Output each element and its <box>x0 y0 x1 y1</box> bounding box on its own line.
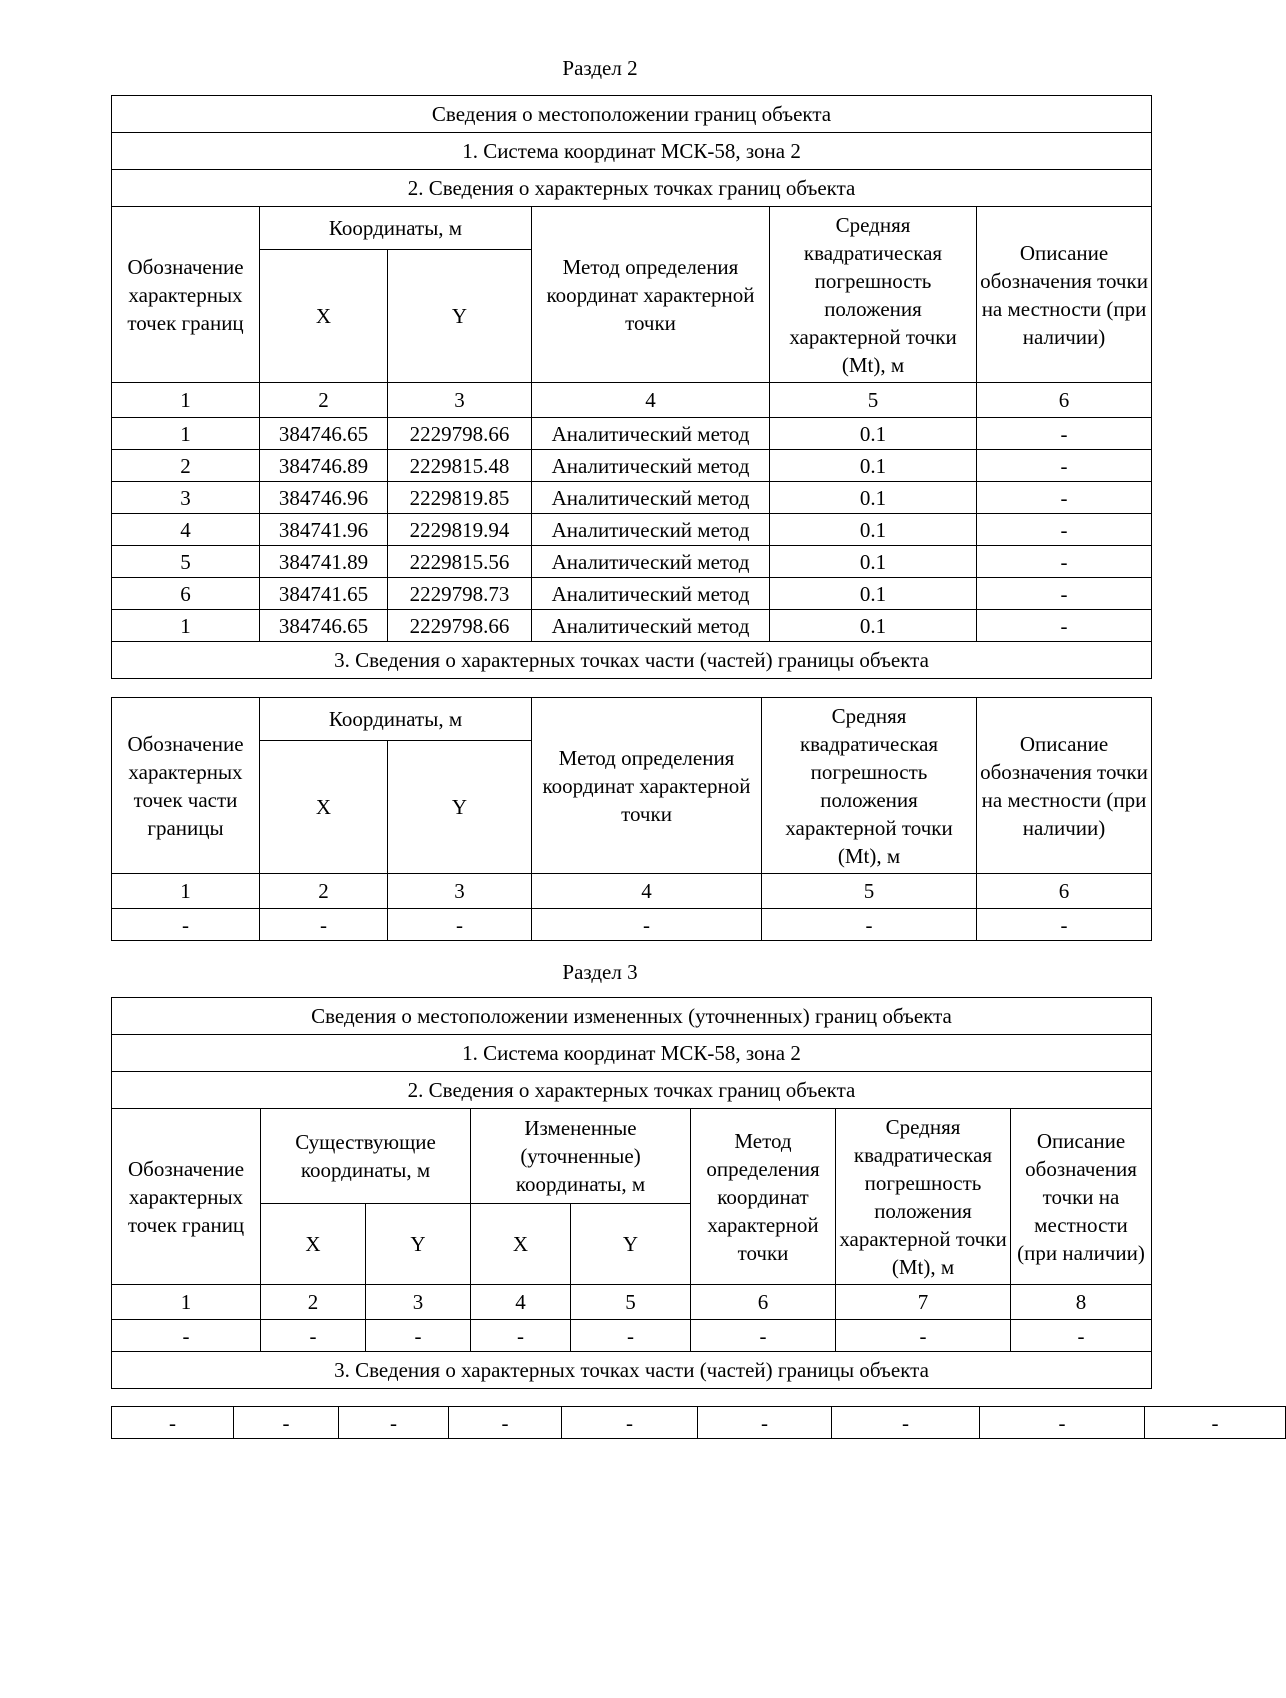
col-number: 3 <box>388 383 532 418</box>
point-number: 2 <box>112 450 260 482</box>
table-row <box>112 418 1152 450</box>
s3-col-header-existing: Существующие координаты, м <box>261 1109 471 1204</box>
x-coordinate: 384746.96 <box>260 482 388 514</box>
method: Аналитический метод <box>532 482 770 514</box>
col-number: 6 <box>977 874 1152 909</box>
s3-column-numbers-row <box>112 1285 1152 1320</box>
table-row <box>112 546 1152 578</box>
method: Аналитический метод <box>532 450 770 482</box>
col-number: 4 <box>471 1285 571 1320</box>
description: - <box>977 578 1152 610</box>
error-value: 0.1 <box>770 450 977 482</box>
part-column-numbers-row <box>112 874 1152 909</box>
description: - <box>977 418 1152 450</box>
method: Аналитический метод <box>532 514 770 546</box>
method: Аналитический метод <box>532 546 770 578</box>
part-col-header-y: Y <box>388 741 532 874</box>
col-number: 4 <box>532 874 762 909</box>
col-number: 8 <box>1011 1285 1152 1320</box>
s3-cell: - <box>112 1320 261 1352</box>
s3-cell: - <box>261 1320 366 1352</box>
s3-col-header-changed: Измененные (уточненные) координаты, м <box>471 1109 691 1204</box>
section-3-table <box>111 997 1152 1389</box>
section-2-table <box>111 95 1152 679</box>
table-row <box>112 610 1152 642</box>
x-coordinate: 384741.96 <box>260 514 388 546</box>
part-cell: - <box>388 909 532 941</box>
col-number: 5 <box>770 383 977 418</box>
s3-part-cell: - <box>339 1407 449 1439</box>
s3-cell: - <box>366 1320 471 1352</box>
s3-col-header-x2: X <box>471 1204 571 1285</box>
col-header-error: Средняя квадратическая погрешность положения характерной точки (Mt), м <box>770 207 977 383</box>
error-value: 0.1 <box>770 514 977 546</box>
part-cell: - <box>762 909 977 941</box>
x-coordinate: 384746.65 <box>260 610 388 642</box>
col-header-coords: Координаты, м <box>260 207 532 250</box>
section-3-parts-heading: 3. Сведения о характерных точках части (частей) границы объекта <box>112 1352 1152 1389</box>
s3-part-cell: - <box>112 1407 234 1439</box>
section-2-parts-table <box>111 697 1152 941</box>
col-number: 5 <box>762 874 977 909</box>
part-col-header-x: X <box>260 741 388 874</box>
s3-col-header-error: Средняя квадратическая погрешность положения характерной точки (Mt), м <box>836 1109 1011 1285</box>
error-value: 0.1 <box>770 578 977 610</box>
col-number: 7 <box>836 1285 1011 1320</box>
y-coordinate: 2229815.56 <box>388 546 532 578</box>
point-number: 1 <box>112 418 260 450</box>
s3-col-header-x1: X <box>261 1204 366 1285</box>
col-number: 1 <box>112 383 260 418</box>
s3-col-header-method: Метод определения координат характерной точки <box>691 1109 836 1285</box>
col-number: 2 <box>260 383 388 418</box>
section-3-coordinate-system: 1. Система координат МСК-58, зона 2 <box>112 1035 1152 1072</box>
section-3-parts-table <box>111 1406 1286 1439</box>
table-row <box>112 1320 1152 1352</box>
part-col-header-error: Средняя квадратическая погрешность положения характерной точки (Mt), м <box>762 698 977 874</box>
table-row <box>112 514 1152 546</box>
point-number: 6 <box>112 578 260 610</box>
col-number: 2 <box>260 874 388 909</box>
table-row <box>112 482 1152 514</box>
part-col-header-description: Описание обозначения точки на местности (при наличии) <box>977 698 1152 874</box>
part-cell: - <box>112 909 260 941</box>
error-value: 0.1 <box>770 610 977 642</box>
col-header-x: X <box>260 250 388 383</box>
part-cell: - <box>977 909 1152 941</box>
description: - <box>977 450 1152 482</box>
section-2-coordinate-system: 1. Система координат МСК-58, зона 2 <box>112 133 1152 170</box>
col-number: 1 <box>112 1285 261 1320</box>
s3-part-cell: - <box>832 1407 980 1439</box>
section-3-title: Раздел 3 <box>562 960 638 984</box>
col-number: 4 <box>532 383 770 418</box>
s3-cell: - <box>471 1320 571 1352</box>
s3-part-cell: - <box>449 1407 562 1439</box>
col-header-designation: Обозначение характерных точек границ <box>112 207 260 383</box>
s3-cell: - <box>571 1320 691 1352</box>
s3-part-cell: - <box>562 1407 698 1439</box>
col-number: 1 <box>112 874 260 909</box>
section-2-heading: Сведения о местоположении границ объекта <box>112 96 1152 133</box>
point-number: 3 <box>112 482 260 514</box>
col-header-description: Описание обозначения точки на местности (при наличии) <box>977 207 1152 383</box>
part-cell: - <box>532 909 762 941</box>
y-coordinate: 2229819.85 <box>388 482 532 514</box>
col-number: 3 <box>388 874 532 909</box>
section-2-points-heading: 2. Сведения о характерных точках границ объекта <box>112 170 1152 207</box>
s3-cell: - <box>1011 1320 1152 1352</box>
method: Аналитический метод <box>532 578 770 610</box>
section-2-title: Раздел 2 <box>562 56 638 80</box>
x-coordinate: 384746.65 <box>260 418 388 450</box>
col-number: 3 <box>366 1285 471 1320</box>
col-header-method: Метод определения координат характерной точки <box>532 207 770 383</box>
method: Аналитический метод <box>532 418 770 450</box>
y-coordinate: 2229798.66 <box>388 610 532 642</box>
y-coordinate: 2229798.73 <box>388 578 532 610</box>
part-col-header-coords: Координаты, м <box>260 698 532 741</box>
x-coordinate: 384746.89 <box>260 450 388 482</box>
table-row <box>112 450 1152 482</box>
x-coordinate: 384741.65 <box>260 578 388 610</box>
table-row <box>112 909 1152 941</box>
section-2-parts-heading: 3. Сведения о характерных точках части (частей) границы объекта <box>112 642 1152 679</box>
s3-col-header-y1: Y <box>366 1204 471 1285</box>
s3-part-cell: - <box>234 1407 339 1439</box>
y-coordinate: 2229815.48 <box>388 450 532 482</box>
col-number: 6 <box>977 383 1152 418</box>
x-coordinate: 384741.89 <box>260 546 388 578</box>
description: - <box>977 514 1152 546</box>
section-3-heading: Сведения о местоположении измененных (уточненных) границ объекта <box>112 998 1152 1035</box>
col-header-y: Y <box>388 250 532 383</box>
y-coordinate: 2229819.94 <box>388 514 532 546</box>
part-col-header-method: Метод определения координат характерной точки <box>532 698 762 874</box>
s3-col-header-designation: Обозначение характерных точек границ <box>112 1109 261 1285</box>
s3-part-cell: - <box>1145 1407 1286 1439</box>
s3-part-cell: - <box>698 1407 832 1439</box>
error-value: 0.1 <box>770 482 977 514</box>
col-number: 5 <box>571 1285 691 1320</box>
s3-col-header-description: Описание обозначения точки на местности (при наличии) <box>1011 1109 1152 1285</box>
y-coordinate: 2229798.66 <box>388 418 532 450</box>
s3-part-cell: - <box>980 1407 1145 1439</box>
error-value: 0.1 <box>770 418 977 450</box>
point-number: 4 <box>112 514 260 546</box>
description: - <box>977 546 1152 578</box>
part-cell: - <box>260 909 388 941</box>
s3-cell: - <box>691 1320 836 1352</box>
col-number: 2 <box>261 1285 366 1320</box>
table-row <box>112 578 1152 610</box>
description: - <box>977 482 1152 514</box>
s3-col-header-y2: Y <box>571 1204 691 1285</box>
method: Аналитический метод <box>532 610 770 642</box>
s3-cell: - <box>836 1320 1011 1352</box>
col-number: 6 <box>691 1285 836 1320</box>
description: - <box>977 610 1152 642</box>
part-col-header-designation: Обозначение характерных точек части границы <box>112 698 260 874</box>
point-number: 5 <box>112 546 260 578</box>
section-3-points-heading: 2. Сведения о характерных точках границ объекта <box>112 1072 1152 1109</box>
table-row <box>112 1407 1286 1439</box>
point-number: 1 <box>112 610 260 642</box>
column-numbers-row <box>112 383 1152 418</box>
error-value: 0.1 <box>770 546 977 578</box>
